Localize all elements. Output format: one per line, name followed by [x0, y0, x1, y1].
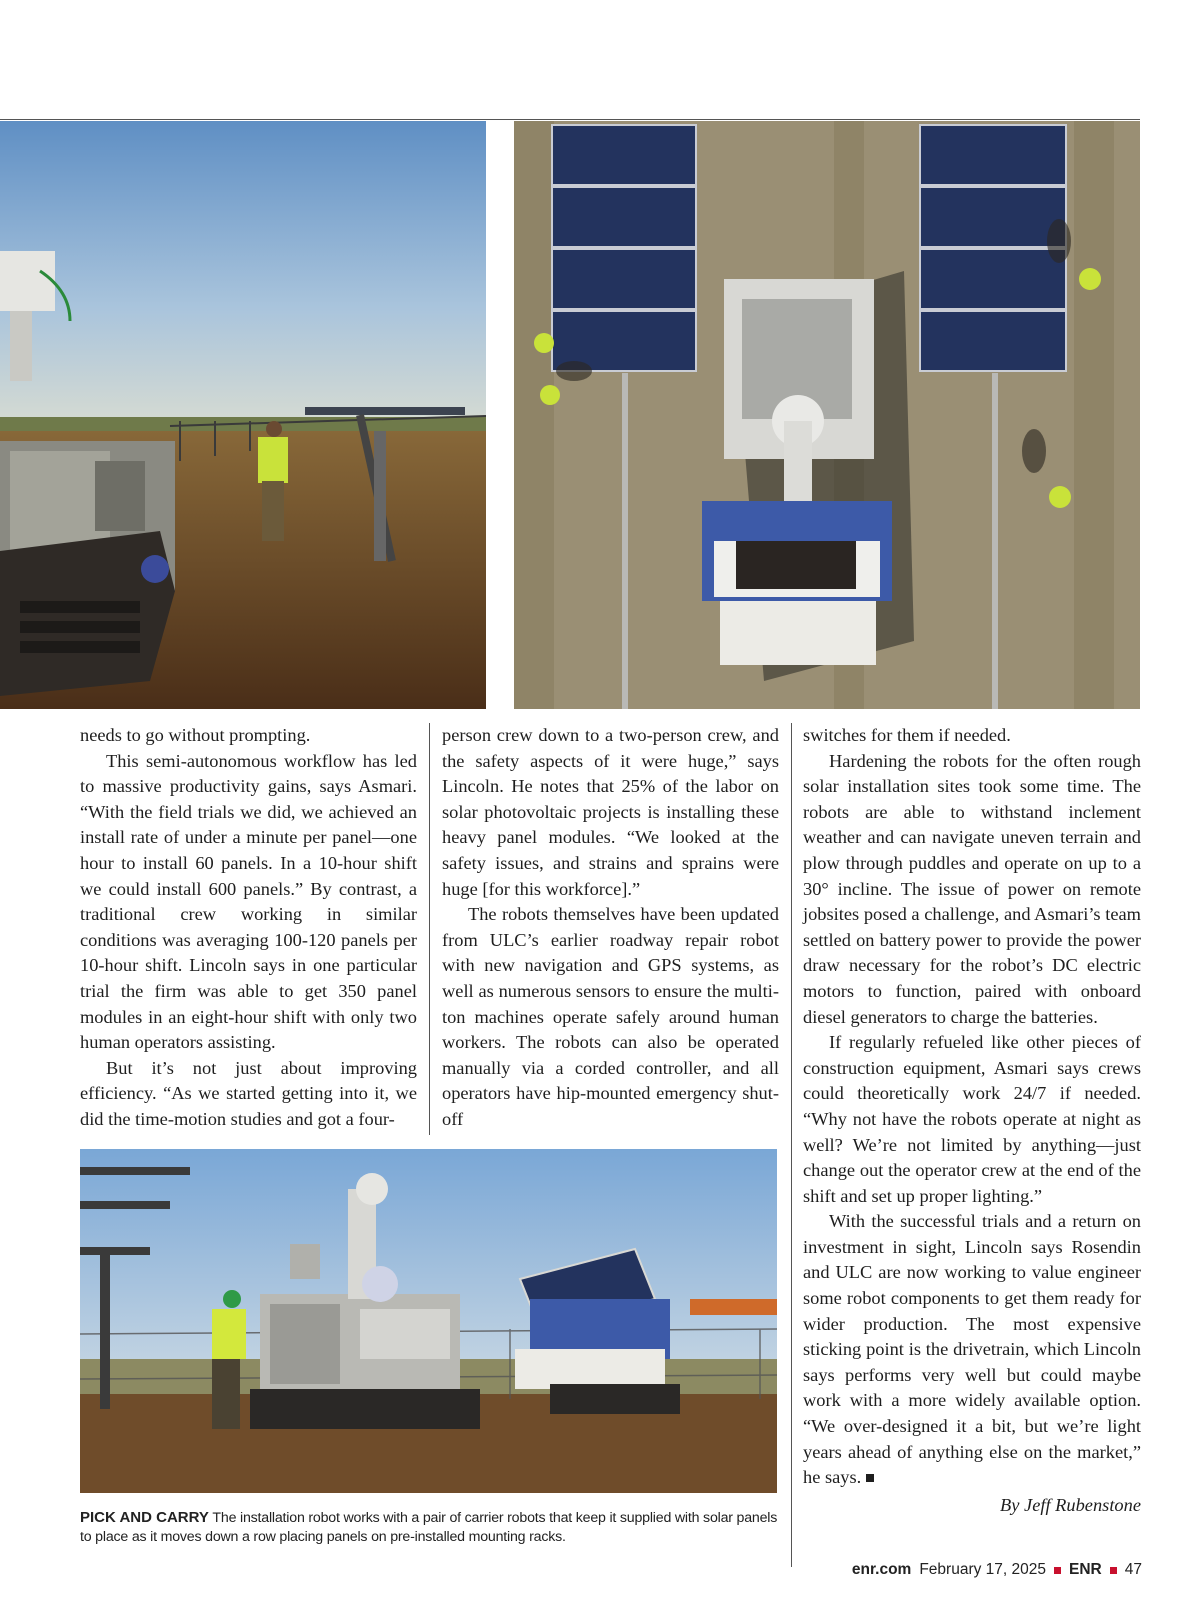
- photo-aerial-install: [514, 121, 1140, 709]
- footer-date: February 17, 2025: [919, 1561, 1047, 1578]
- paragraph: The robots themselves have been updated from ULC’s earlier roadway repair robot with new navigation and GPS systems, as well as numerous sensors to ensure the multi-ton machines operate safely around human workers. The robots can also be operated manually via a corded controller, and all operators have hip-mounted emergency shut-off: [442, 904, 779, 1129]
- page-number: 47: [1124, 1561, 1142, 1578]
- footer-site: enr.com: [851, 1561, 912, 1578]
- footer-brand: ENR: [1069, 1561, 1102, 1578]
- paragraph: needs to go without prompting.: [80, 725, 311, 745]
- byline: By Jeff Rubenstone: [1000, 1494, 1141, 1515]
- page-footer: [852, 1561, 1142, 1579]
- column-rule: [429, 723, 430, 1135]
- caption-text: The installation robot works with a pair of carrier robots that keep it supplied with solar panels to place as it moves down a row placing panels on pre-installed mounting racks.: [80, 1510, 778, 1545]
- photo-caption: [80, 1508, 780, 1547]
- paragraph: Hardening the robots for the often rough solar installation sites took some time. The robots are able to withstand inclement weather and can navigate uneven terrain and plow through puddles and operate on up to a 30° incline. The issue of power on remote jobsites posed a challenge, and Asmari’s team settled on battery power to provide the power draw necessary for the robot’s DC electric motors to function, paired with onboard diesel generators to charge the batteries.: [803, 750, 1141, 1027]
- photo-robot-field: [0, 121, 486, 709]
- column-rule: [791, 723, 792, 1567]
- paragraph: switches for them if needed.: [803, 725, 1011, 745]
- paragraph: person crew down to a two-person crew, and the safety aspects of it were huge,” says Lincoln. He notes that 25% of the labor on solar photovoltaic projects is installing these heavy panel modules. “We looked at the safety issues, and strains and sprains were huge [for this workforce].”: [442, 725, 779, 899]
- paragraph-final-text: With the successful trials and a return on investment in sight, Lincoln says Rosendin and ULC are now working to value engineer some robot components to get them ready for wider production. The most expensive sticking point is the drivetrain, which Lincoln says performs very well but could maybe work with a more widely available option. “We over-designed it a bit, but we’re light years ahead of anything else on the market,” he says.: [803, 1211, 1141, 1488]
- article-column-1: [80, 723, 417, 1133]
- paragraph: But it’s not just about improving efficiency. “As we started getting into it, we did the time-motion studies and got a four-: [80, 1057, 417, 1129]
- caption-lead: PICK AND CARRY: [80, 1509, 209, 1526]
- photo-pick-and-carry: [80, 1149, 777, 1493]
- paragraph-final: [803, 1209, 1141, 1491]
- paragraph: If regularly refueled like other pieces of construction equipment, Asmari says crews could theoretically work 24/7 if needed. “Why not have the robots operate at night as well? We’re not limited by anything—just change out the operator crew at the end of the shift and set up proper lighting.”: [803, 1032, 1141, 1206]
- paragraph: This semi-autonomous workflow has led to massive productivity gains, says Asmari. “With the field trials we did, we achieved an install rate of under a minute per panel—one hour to install 60 panels. In a 10-hour shift we could install 600 panels.” By contrast, a traditional crew working in similar conditions was averaging 100-120 panels per 10-hour shift. Lincoln says in one particular trial the firm was able to get 350 panel modules in an eight-hour shift with only two human operators assisting.: [80, 750, 417, 1053]
- article-column-3: [803, 723, 1141, 1518]
- article-column-2: [442, 723, 779, 1133]
- top-rule: [0, 119, 1140, 120]
- end-mark-icon: [866, 1474, 874, 1482]
- square-bullet-icon: [1110, 1567, 1117, 1574]
- square-bullet-icon: [1054, 1567, 1061, 1574]
